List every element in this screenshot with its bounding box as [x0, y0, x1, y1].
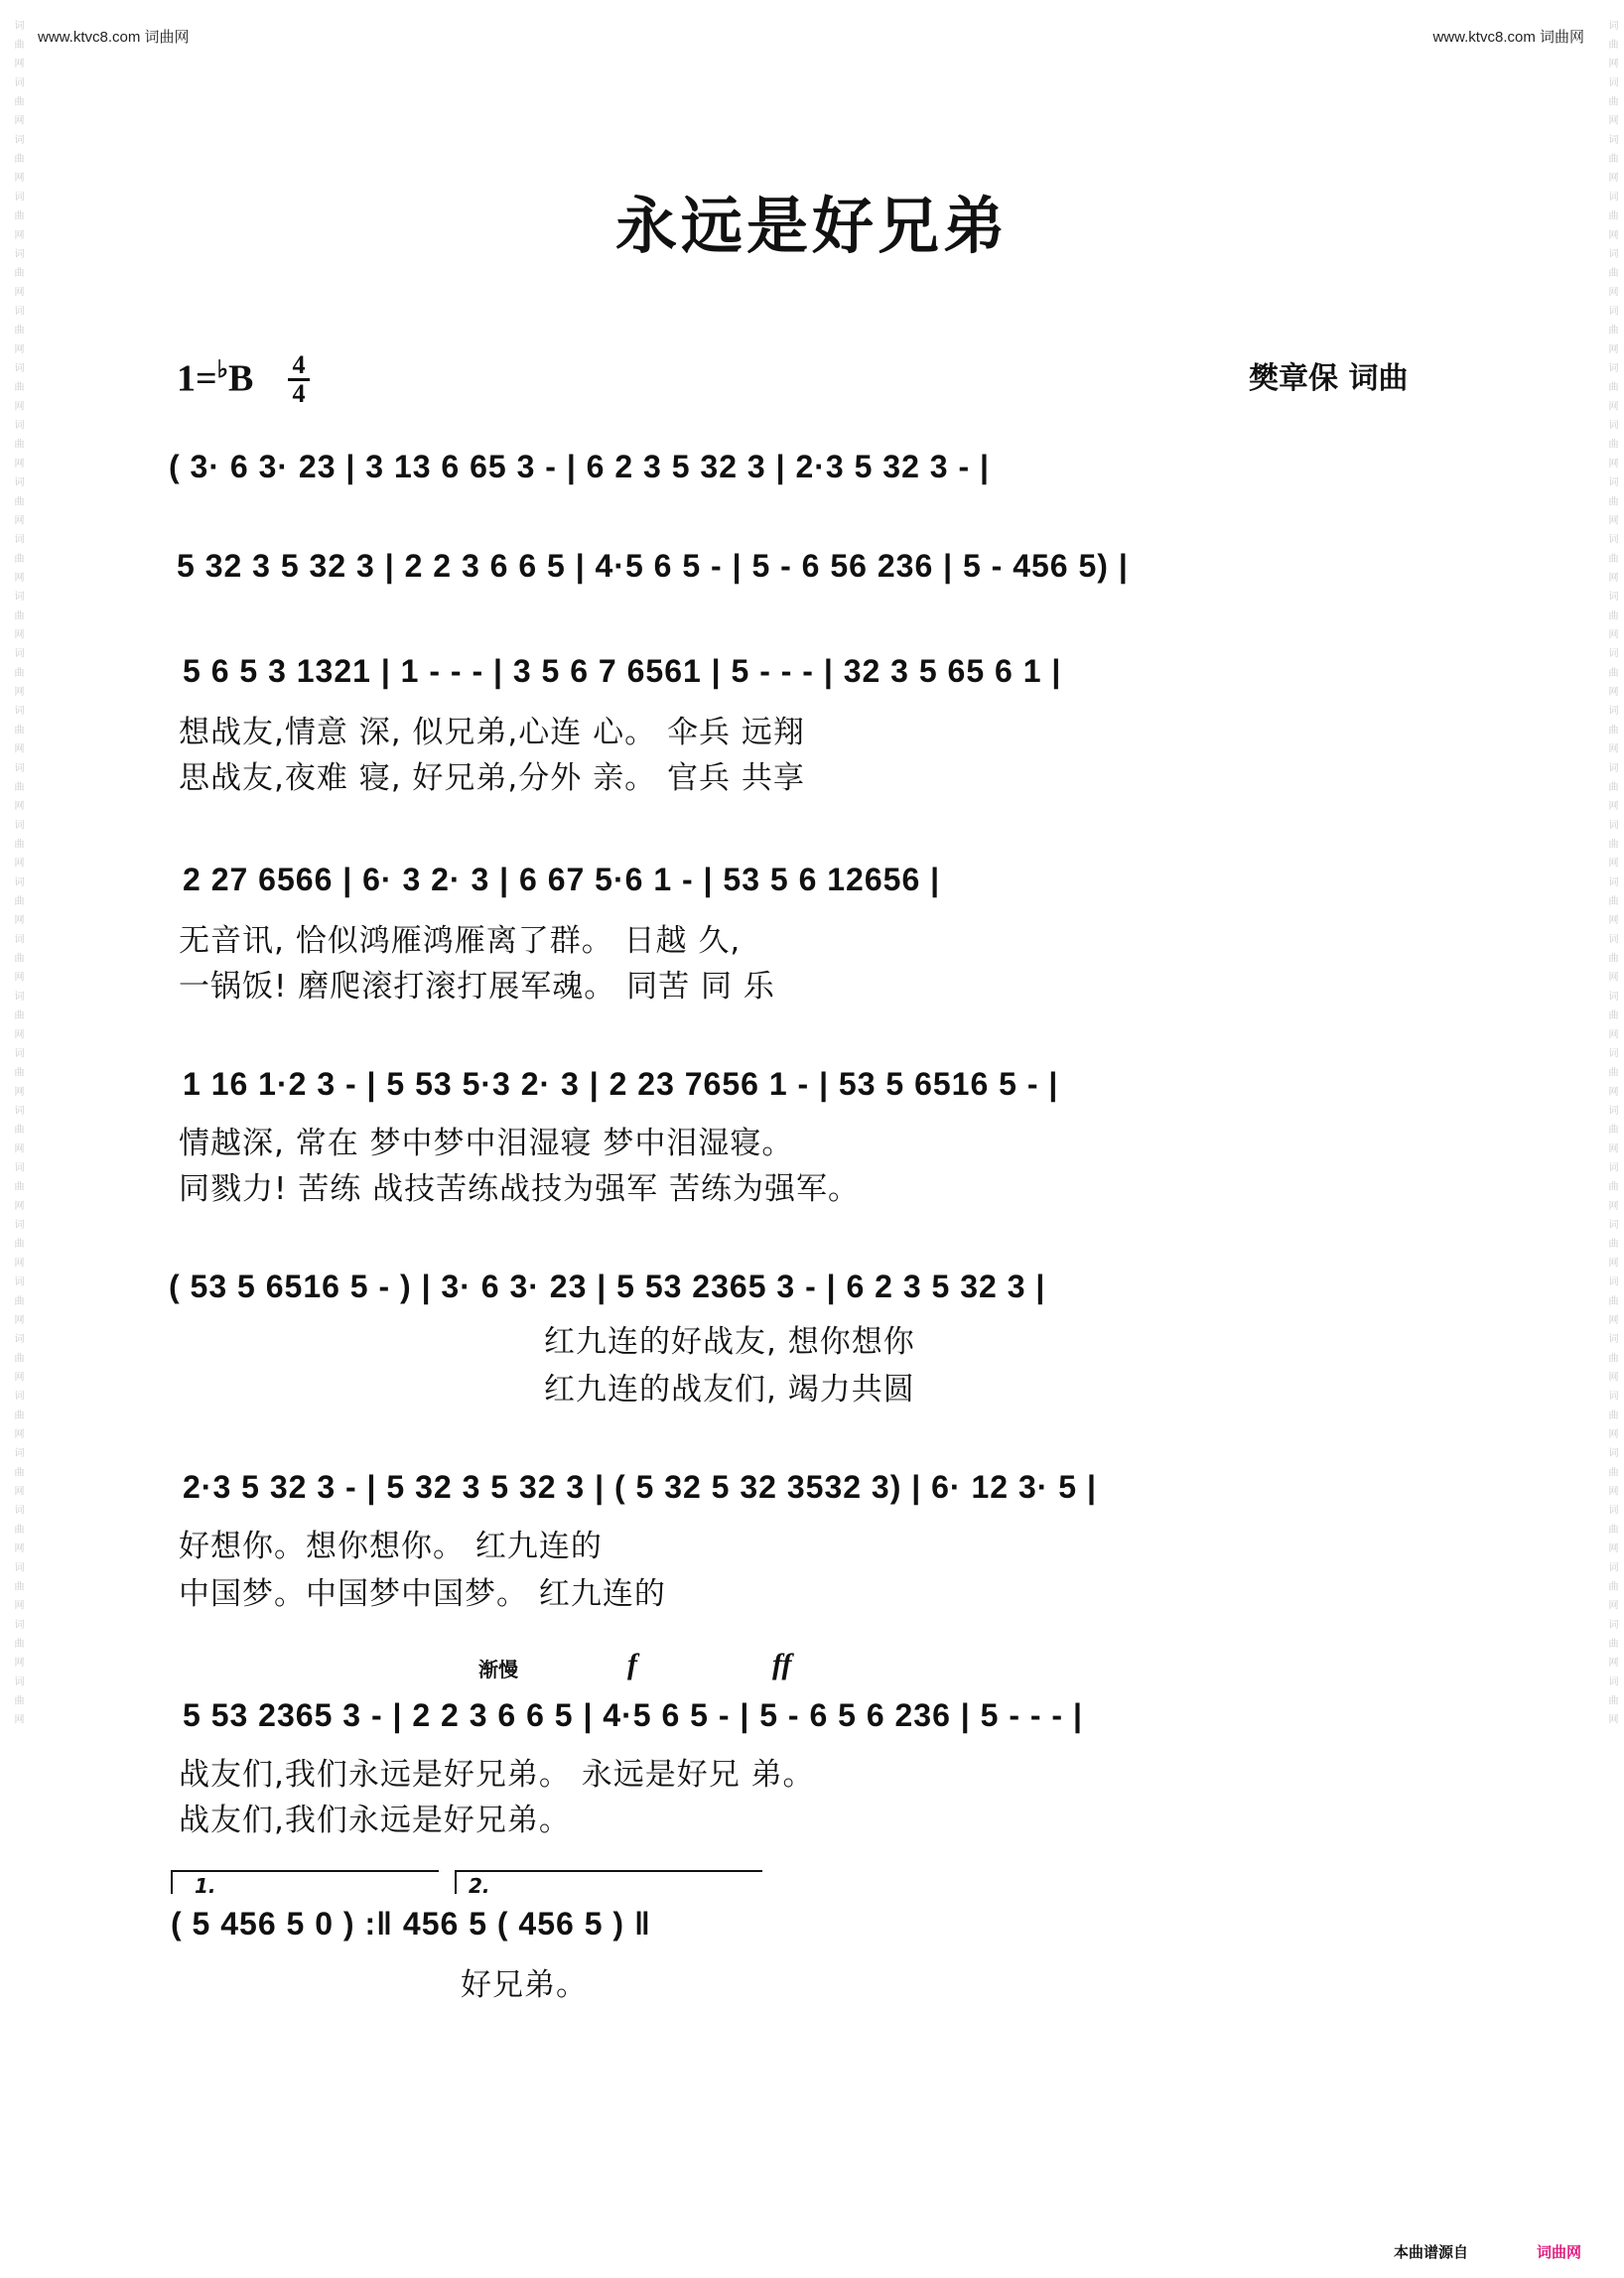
- notation-system-2: 5 32 3 5 32 3 | 2 2 3 6 6 5 | 4·5 6 5 - | 5 - 6 56 236 | 5 - 456 5) |: [177, 548, 1129, 584]
- meter-bottom: 4: [292, 379, 306, 408]
- fortissimo-mark: ff: [772, 1648, 792, 1680]
- first-ending-label: 1.: [195, 1874, 216, 1898]
- lyric-line-3a: 想战友,情意 深, 似兄弟,心连 心。 伞兵 远翔: [179, 715, 805, 750]
- composer-credit: 樊章保 词曲: [1249, 361, 1409, 396]
- meter-top: 4: [292, 350, 306, 379]
- footer-source: 本曲谱源自: [1394, 2243, 1469, 2261]
- second-ending-label: 2.: [469, 1874, 490, 1898]
- notation-system-7: 2·3 5 32 3 - | 5 32 3 5 32 3 | ( 5 32 5 32 3532 3) | 6· 12 3· 5 |: [183, 1469, 1097, 1505]
- second-ending-bracket: [455, 1870, 762, 1894]
- song-title: 永远是好兄弟: [614, 190, 1009, 262]
- lyric-line-4a: 无音讯, 恰似鸿雁鸿雁离了群。 日越 久,: [179, 923, 742, 959]
- time-signature: [288, 350, 310, 408]
- lyric-line-6b: 红九连的战友们, 竭力共圆: [544, 1372, 915, 1407]
- lyric-line-8b: 战友们,我们永远是好兄弟。: [179, 1803, 571, 1838]
- key-prefix: 1=: [177, 357, 217, 400]
- lyric-line-4b: 一锅饭! 磨爬滚打滚打展军魂。 同苦 同 乐: [179, 969, 775, 1005]
- footer-brand-link[interactable]: 词曲网: [1537, 2243, 1582, 2261]
- site-header-right[interactable]: www.ktvc8.com 词曲网: [1432, 29, 1584, 46]
- site-header-left[interactable]: www.ktvc8.com 词曲网: [38, 29, 190, 46]
- notation-system-8: 5 53 2365 3 - | 2 2 3 6 6 5 | 4·5 6 5 - | 5 - 6 5 6 236 | 5 - - - |: [183, 1697, 1083, 1733]
- forte-mark: f: [627, 1648, 637, 1680]
- notation-system-5: 1 16 1·2 3 - | 5 53 5·3 2· 3 | 2 23 7656 1 - | 53 5 6516 5 - |: [183, 1066, 1059, 1102]
- lyric-line-3b: 思战友,夜难 寝, 好兄弟,分外 亲。 官兵 共享: [179, 760, 805, 796]
- lyric-line-7a: 好想你。想你想你。 红九连的: [179, 1529, 603, 1564]
- flat-sign: ♭: [216, 357, 228, 383]
- lyric-line-5a: 情越深, 常在 梦中梦中泪湿寝 梦中泪湿寝。: [179, 1126, 794, 1161]
- lyric-line-5b: 同戮力! 苦练 战技苦练战技为强军 苦练为强军。: [179, 1171, 860, 1207]
- lyric-line-7b: 中国梦。中国梦中国梦。 红九连的: [179, 1576, 666, 1612]
- right-watermark-stripe: 词 曲 网 词 曲 网 词 曲 网 词 曲 网 词 曲 网 词 曲 网 词 曲 网 词 曲 网 词 曲 网 词 曲 网 词 曲 网 词 曲 网 词 曲 网 词 曲 网 词 曲 网 词 曲 网 词 曲 网 词 曲 网 词 曲 网 词 曲 网 词 曲 网 词 曲 网 词 曲 网 词 曲 网 词 曲 网 词 曲 网 词 曲 网 词 曲 网 词 曲 网 词 曲 网: [1606, 20, 1617, 1727]
- ritardando-mark: 渐慢: [478, 1658, 518, 1681]
- notation-system-1: ( 3· 6 3· 23 | 3 13 6 65 3 - | 6 2 3 5 32 3 | 2·3 5 32 3 - |: [169, 449, 990, 484]
- notation-system-4: 2 27 6566 | 6· 3 2· 3 | 6 67 5·6 1 - | 53 5 6 12656 |: [183, 862, 941, 897]
- lyric-line-8a: 战友们,我们永远是好兄弟。 永远是好兄 弟。: [179, 1757, 815, 1793]
- lyric-line-9a: 好兄弟。: [461, 1967, 588, 2003]
- notation-system-6: ( 53 5 6516 5 - ) | 3· 6 3· 23 | 5 53 2365 3 - | 6 2 3 5 32 3 |: [169, 1269, 1046, 1304]
- lyric-line-6a: 红九连的好战友, 想你想你: [544, 1324, 915, 1360]
- notation-system-3: 5 6 5 3 1321 | 1 - - - | 3 5 6 7 6561 | 5 - - - | 32 3 5 65 6 1 |: [183, 653, 1062, 689]
- key-signature: [177, 355, 253, 401]
- key-note: B: [227, 357, 254, 400]
- left-watermark-stripe: 词 曲 网 词 曲 网 词 曲 网 词 曲 网 词 曲 网 词 曲 网 词 曲 网 词 曲 网 词 曲 网 词 曲 网 词 曲 网 词 曲 网 词 曲 网 词 曲 网 词 曲 网 词 曲 网 词 曲 网 词 曲 网 词 曲 网 词 曲 网 词 曲 网 词 曲 网 词 曲 网 词 曲 网 词 曲 网 词 曲 网 词 曲 网 词 曲 网 词 曲 网 词 曲 网: [12, 20, 23, 1727]
- notation-system-9: ( 5 456 5 0 ) :‖ 456 5 ( 456 5 ) ‖: [171, 1906, 651, 1942]
